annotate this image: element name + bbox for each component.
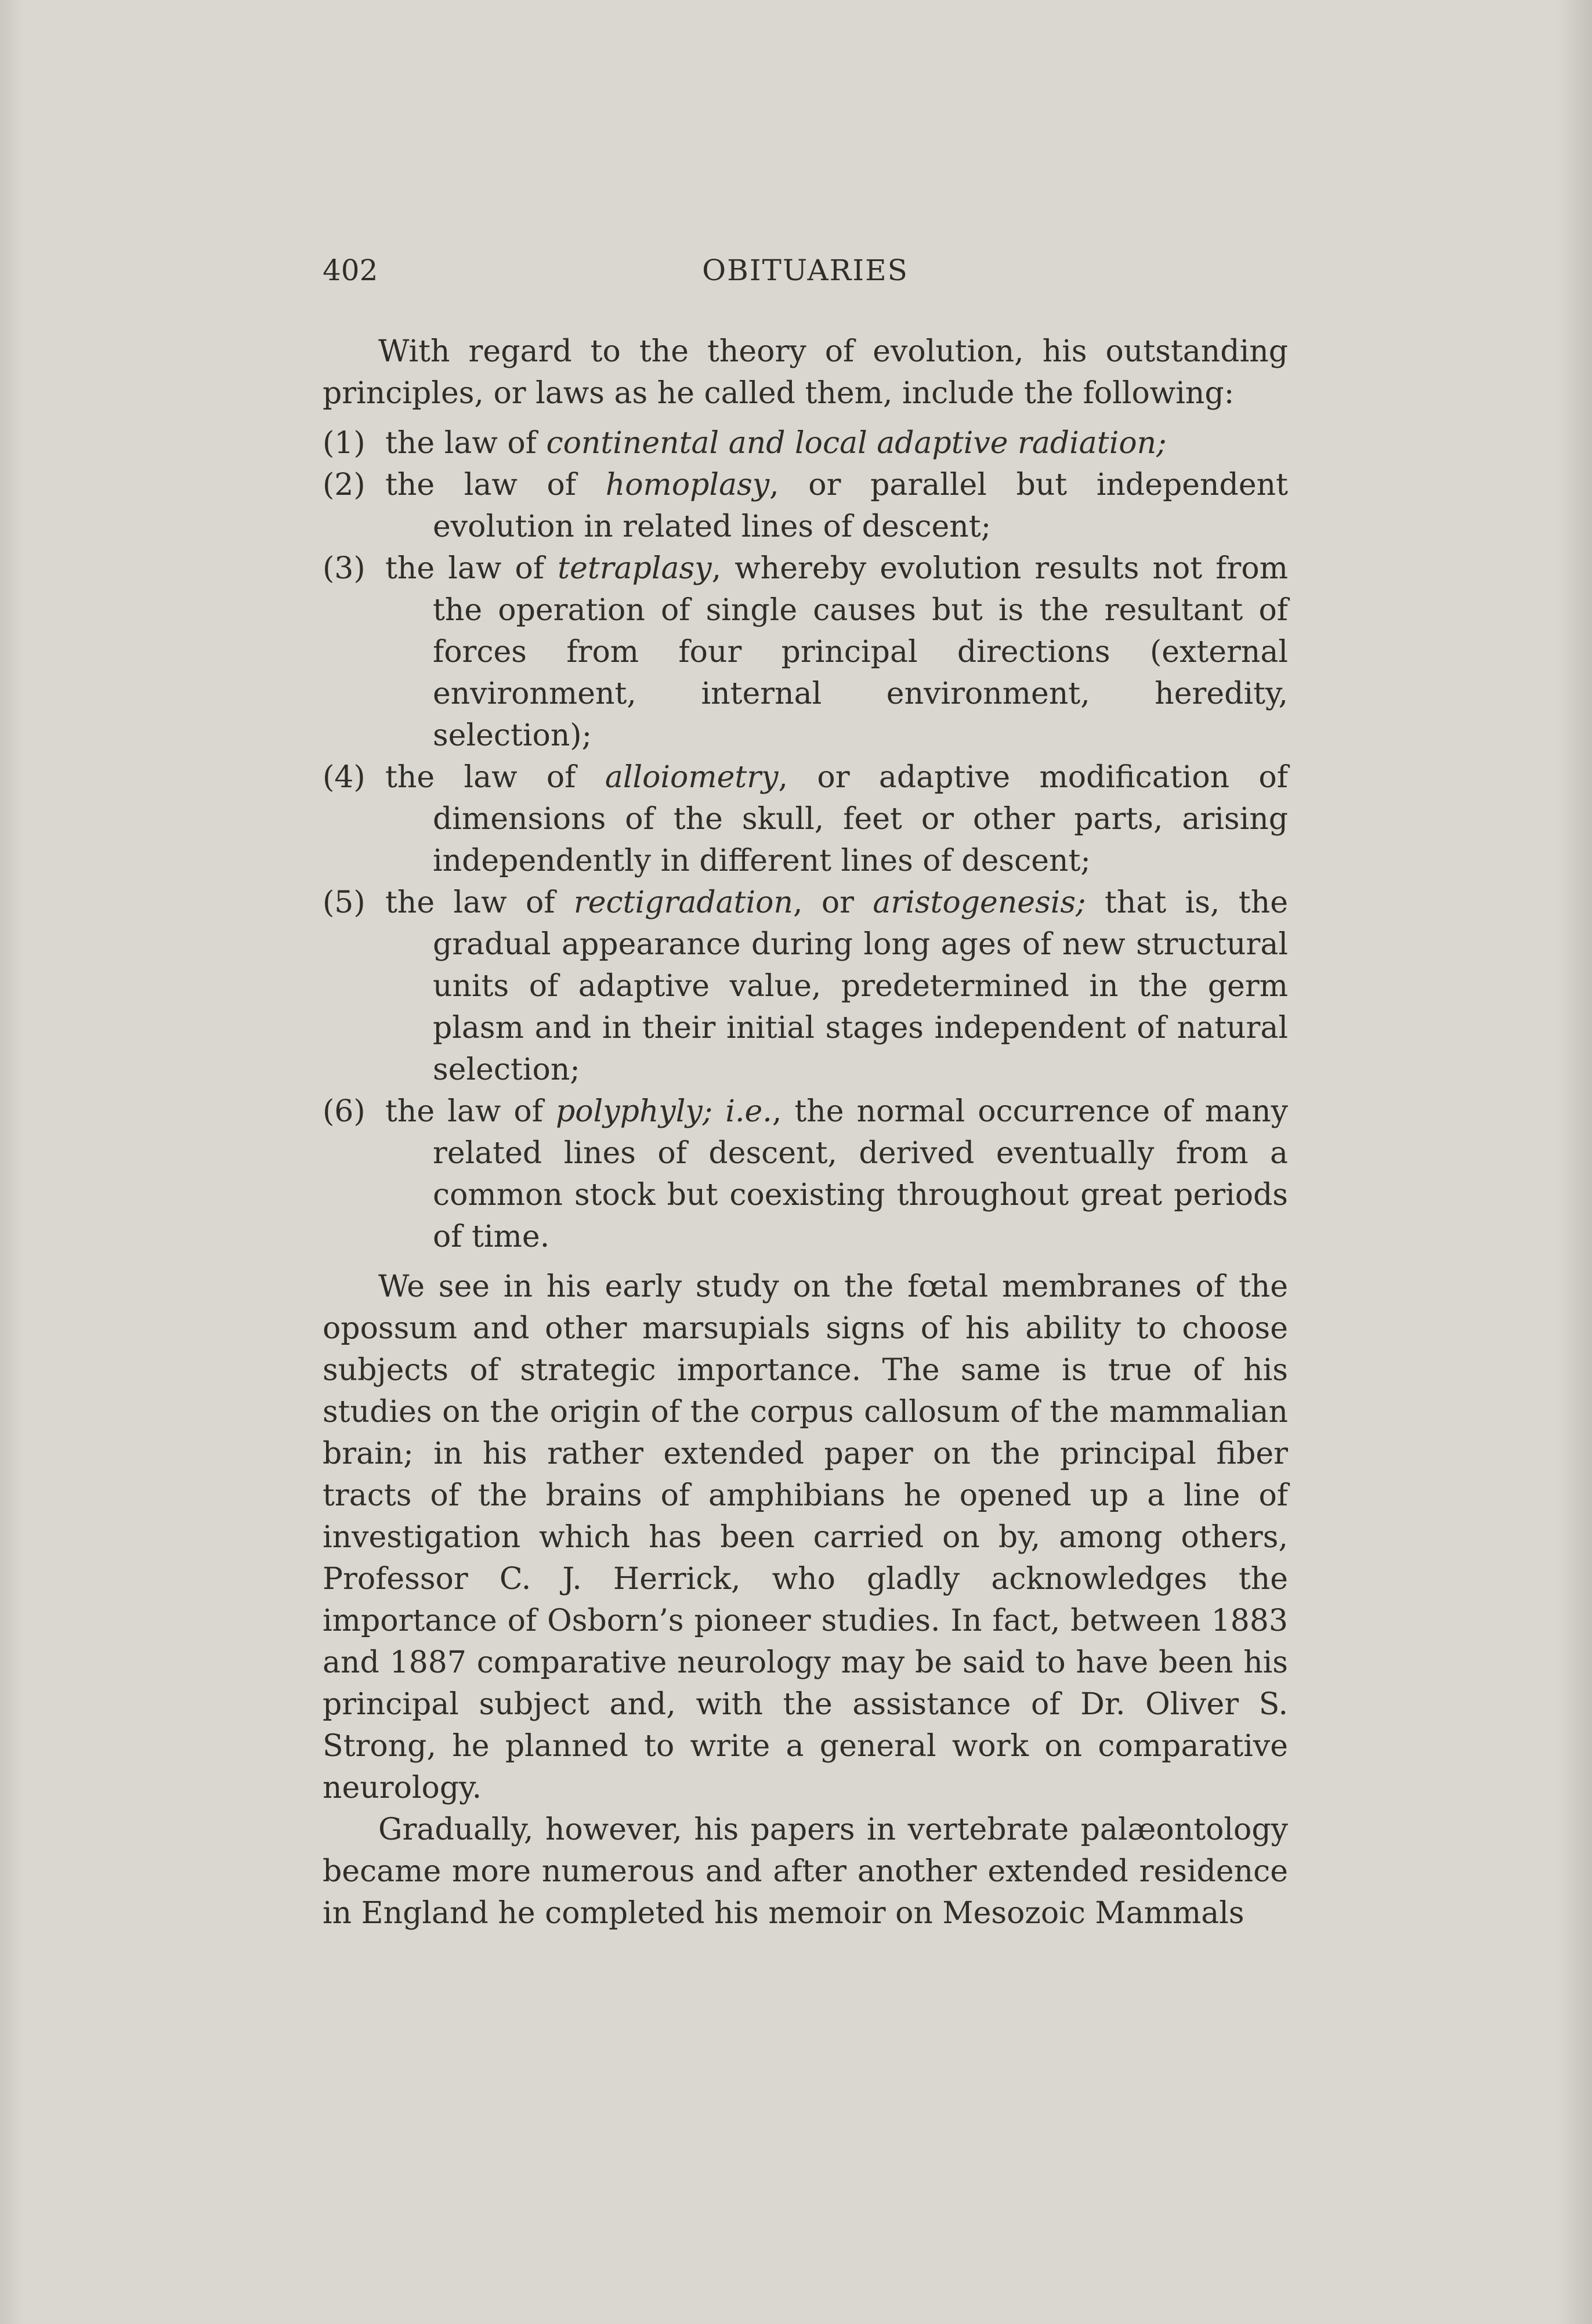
law-lead: the law of — [385, 551, 558, 586]
page-number: 402 — [323, 254, 378, 287]
running-title: OBITUARIES — [702, 254, 909, 287]
law-item-5 — [323, 882, 1288, 1091]
law-number: (2) — [323, 468, 366, 502]
law-term: homoplasy — [605, 468, 770, 502]
law-lead: the law of — [385, 885, 574, 920]
law-term-alternate: aristogenesis; — [873, 885, 1086, 920]
law-term: alloiometry — [605, 760, 779, 795]
law-number: (1) — [323, 426, 366, 461]
law-number: (4) — [323, 760, 366, 795]
law-description: , or adaptive modification of dimensions of the skull, feet or other parts, arising independently in different lines of descent; — [433, 760, 1288, 878]
law-term: polyphyly; i.e. — [556, 1094, 772, 1129]
law-item-4 — [323, 756, 1288, 882]
intro-paragraph: With regard to the theory of evolution, his outstanding principles, or laws as he called them, include the following: — [323, 334, 1288, 411]
law-item-6 — [323, 1091, 1288, 1258]
law-connector: , or — [793, 885, 873, 920]
law-term: continental and local adaptive radiation; — [546, 426, 1167, 461]
page-left-edge — [0, 0, 23, 2324]
law-number: (3) — [323, 551, 366, 586]
law-term: tetraplasy — [558, 551, 712, 586]
law-item-3 — [323, 548, 1288, 756]
law-lead: the law of — [385, 760, 605, 795]
law-description: , the normal occurrence of many related lines of descent, derived eventually from a common stock but coexisting throughout great periods of time. — [433, 1094, 1288, 1254]
law-item-2 — [323, 464, 1288, 548]
page-right-edge — [1557, 0, 1592, 2324]
law-lead: the law of — [385, 1094, 556, 1129]
body-paragraph-neurology: We see in his early study on the fœtal membranes of the opossum and other marsupials signs of his ability to choose subjects of strategic importance. The same is true of his studies on the origin of the corpus callosum of the mammalian brain; in his rather extended paper on the principal fiber tracts of the brains of amphibians he opened up a line of investigation which has been carried on by, among others, Professor C. J. Herrick, who gladly acknowledges the importance of Osborn’s pioneer studies. In fact, between 1883 and 1887 comparative neurology may be said to have been his principal subject and, with the assistance of Dr. Oliver S. Strong, he planned to write a general work on comparative neurology. — [323, 1269, 1288, 1805]
law-description: that is, the gradual appearance during long ages of new structural units of adaptive value, predetermined in the germ plasm and in their initial stages independent of natural selection; — [433, 885, 1288, 1087]
page-body — [323, 249, 1288, 1934]
law-description: , whereby evolution results not from the operation of single causes but is the resultant of forces from four principal directions (external environment, internal environment, heredity, selection); — [433, 551, 1288, 753]
law-description: , or parallel but independent evolution in related lines of descent; — [433, 468, 1288, 544]
law-number: (5) — [323, 885, 366, 920]
law-item-1 — [323, 422, 1288, 464]
law-number: (6) — [323, 1094, 366, 1129]
law-term: rectigradation — [573, 885, 793, 920]
law-list — [323, 422, 1288, 1258]
body-paragraph-palaeontology: Gradually, however, his papers in vertebrate palæontology became more numerous and after another extended residence in England he completed his memoir on Mesozoic Mammals — [323, 1812, 1288, 1931]
law-lead: the law of — [385, 426, 547, 461]
law-lead: the law of — [385, 468, 606, 502]
running-head — [323, 249, 1288, 296]
